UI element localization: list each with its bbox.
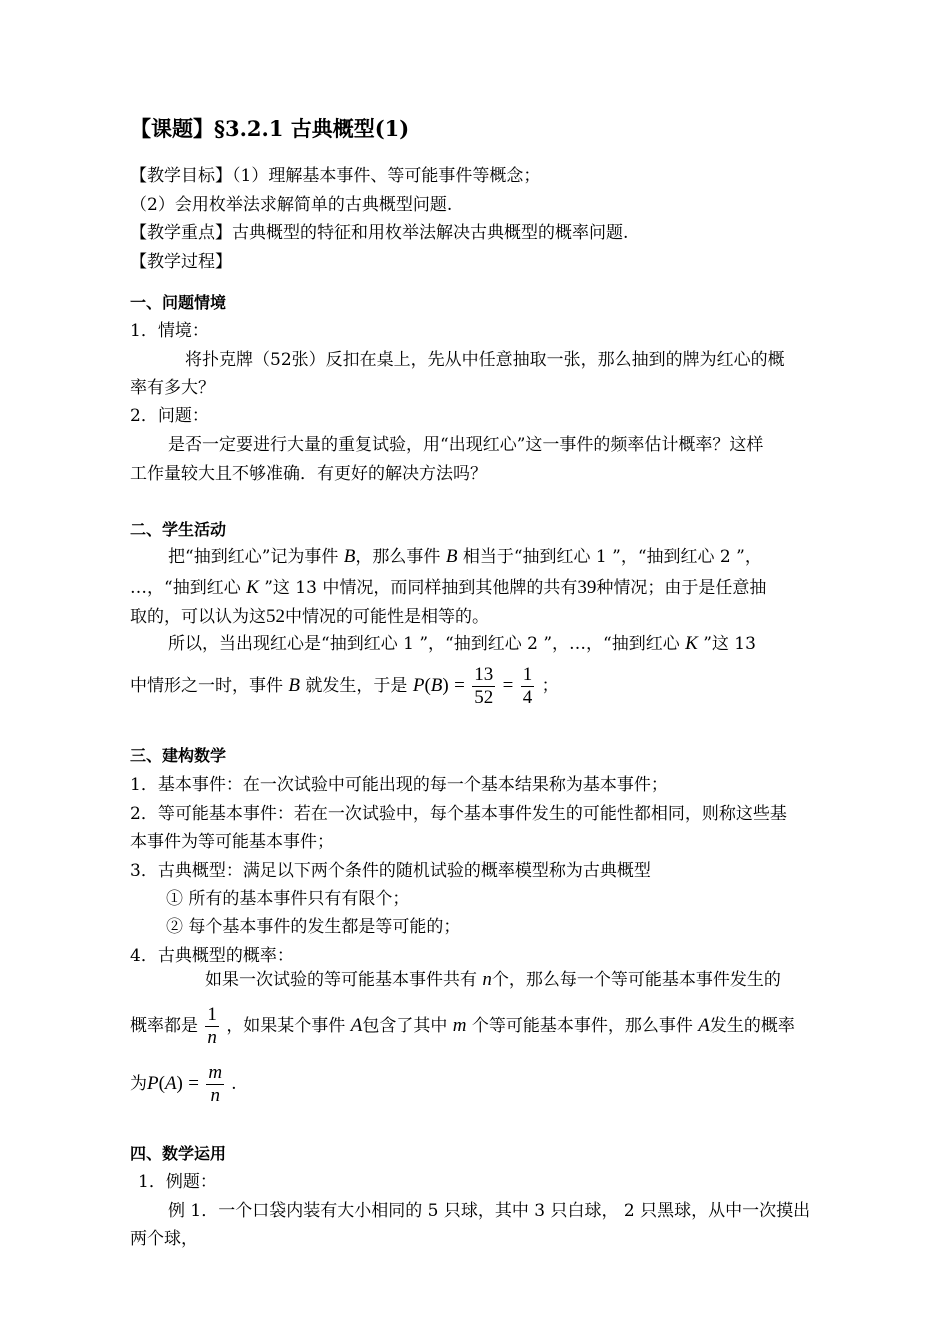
math-p: P <box>147 1073 159 1094</box>
math-period: . <box>231 1073 237 1094</box>
text: 所以，当出现红心是“抽到红心 1 ”，“抽到红心 2 ”，…，“抽到红心 <box>168 634 680 654</box>
s1-paragraph-2b: 工作量较大且不够准确．有更好的解决方法吗？ <box>130 464 487 484</box>
fraction-denominator: n <box>207 1027 217 1048</box>
text: 取的，可以认为这 <box>130 607 266 627</box>
section-3-heading: 三、建构数学 <box>130 746 227 765</box>
math-paren: ( <box>158 1073 165 1094</box>
s2-line-3 <box>130 606 489 628</box>
math-var-b: B <box>430 675 443 696</box>
s3-condition-2: ② 每个基本事件的发生都是等可能的； <box>166 917 461 937</box>
section-4-heading: 四、数学运用 <box>130 1144 227 1163</box>
math-var-b: B <box>288 675 301 696</box>
fraction-numerator: m <box>208 1062 223 1083</box>
text: 中情形之一时，事件 <box>130 676 283 696</box>
s3-para-3 <box>130 1060 236 1108</box>
key-points: 【教学重点】古典概型的特征和用枚举法解决古典概型的概率问题. <box>130 223 629 243</box>
fraction-1-n <box>205 1004 219 1049</box>
s3-item-1: 1．基本事件：在一次试验中可能出现的每一个基本结果称为基本事件； <box>130 775 668 795</box>
s2-line-5 <box>130 662 559 710</box>
text: ，如果某个事件 <box>226 1016 346 1036</box>
teaching-process-label: 【教学过程】 <box>130 252 232 272</box>
s2-line-4 <box>168 633 756 655</box>
teaching-goals-line-1: 【教学目标】（1）理解基本事件、等可能事件等概念； <box>130 166 541 186</box>
text: 就发生，于是 <box>305 676 408 696</box>
s1-paragraph-2a: 是否一定要进行大量的重复试验，用“出现红心”这一事件的频率估计概率？这样 <box>168 435 764 455</box>
s3-item-4: 4．古典概型的概率： <box>130 946 294 966</box>
text: 包含了其中 <box>362 1016 448 1036</box>
math-var-a: A <box>350 1015 363 1036</box>
math-number: 39 <box>577 577 597 598</box>
math-var-m: m <box>452 1015 467 1036</box>
fraction-numerator: 1 <box>207 1004 217 1025</box>
math-paren: ) <box>176 1073 183 1094</box>
math-var-k: K <box>246 577 259 598</box>
math-var-b: B <box>343 546 356 567</box>
math-number: 52 <box>266 606 285 627</box>
s3-condition-1: ① 所有的基本事件只有有限个； <box>166 889 410 909</box>
text: 把“抽到红心”记为事件 <box>168 547 339 567</box>
math-var-a: A <box>698 1015 710 1036</box>
text: 为 <box>130 1074 147 1094</box>
math-paren: ( <box>424 675 431 696</box>
s1-paragraph-1a: 将扑克牌（52张）反扣在桌上，先从中任意抽取一张，那么抽到的牌为红心的概 <box>185 350 785 370</box>
s2-line-1 <box>168 546 762 568</box>
fraction-13-52 <box>472 664 495 709</box>
text: 相当于“抽到红心 1 ”，“抽到红心 2 ”， <box>462 547 762 567</box>
section-2-heading: 二、学生活动 <box>130 520 227 539</box>
math-p: P <box>412 675 425 696</box>
math-equals: = <box>454 675 465 696</box>
math-paren: ) <box>442 675 449 696</box>
s4-example-1b: 两个球， <box>130 1229 198 1249</box>
fraction-numerator: 13 <box>474 664 494 685</box>
s3-item-2a: 2．等可能基本事件：若在一次试验中，每个基本事件发生的可能性都相同，则称这些基 <box>130 804 787 824</box>
text: 发生的概率 <box>709 1016 795 1036</box>
text: 种情况；由于是任意抽 <box>596 578 767 598</box>
s3-item-2b: 本事件为等可能基本事件； <box>130 832 334 852</box>
math-var-a: A <box>164 1073 177 1094</box>
s2-line-2 <box>130 577 766 599</box>
text: ； <box>541 676 559 696</box>
s3-item-3: 3．古典概型：满足以下两个条件的随机试验的概率模型称为古典概型 <box>130 861 651 881</box>
text: 个等可能基本事件，那么事件 <box>471 1016 693 1036</box>
math-var-n: n <box>482 969 492 990</box>
text: ，那么事件 <box>355 547 441 567</box>
fraction-denominator: 52 <box>474 687 494 708</box>
math-equals: = <box>188 1073 199 1094</box>
s4-item-1: 1．例题： <box>138 1172 217 1192</box>
text: …，“抽到红心 <box>130 578 241 598</box>
s1-item-2: 2．问题： <box>130 406 209 426</box>
math-var-k: K <box>685 633 698 654</box>
fraction-numerator: 1 <box>522 664 533 685</box>
fraction-m-n <box>206 1062 224 1107</box>
page-title: 【课题】§3.2.1 古典概型(1) <box>130 116 410 141</box>
text: ”这 13 <box>703 634 756 654</box>
text: 中情况的可能性是相等的。 <box>285 607 489 627</box>
section-1-heading: 一、问题情境 <box>130 293 227 312</box>
s4-example-1a: 例 1．一个口袋内装有大小相同的 5 只球，其中 3 只白球， 2 只黑球，从中一次摸出 <box>168 1201 811 1221</box>
text: ”这 13 中情况，而同样抽到其他牌的共有 <box>264 578 578 598</box>
fraction-denominator: 4 <box>522 687 533 708</box>
s1-paragraph-1b: 率有多大？ <box>130 378 215 398</box>
s1-item-1: 1．情境： <box>130 321 209 341</box>
s3-para-2 <box>130 1002 795 1050</box>
math-equals: = <box>502 675 514 696</box>
teaching-goals-line-2: （2）会用枚举法求解简单的古典概型问题. <box>130 195 453 215</box>
text: 个，那么每一个等可能基本事件发生的 <box>491 970 781 990</box>
fraction-denominator: n <box>210 1085 221 1106</box>
text: 概率都是 <box>130 1016 198 1036</box>
fraction-1-4 <box>521 664 535 709</box>
s3-para-1 <box>205 969 781 991</box>
math-var-b: B <box>445 546 458 567</box>
text: 如果一次试验的等可能基本事件共有 <box>205 970 477 990</box>
